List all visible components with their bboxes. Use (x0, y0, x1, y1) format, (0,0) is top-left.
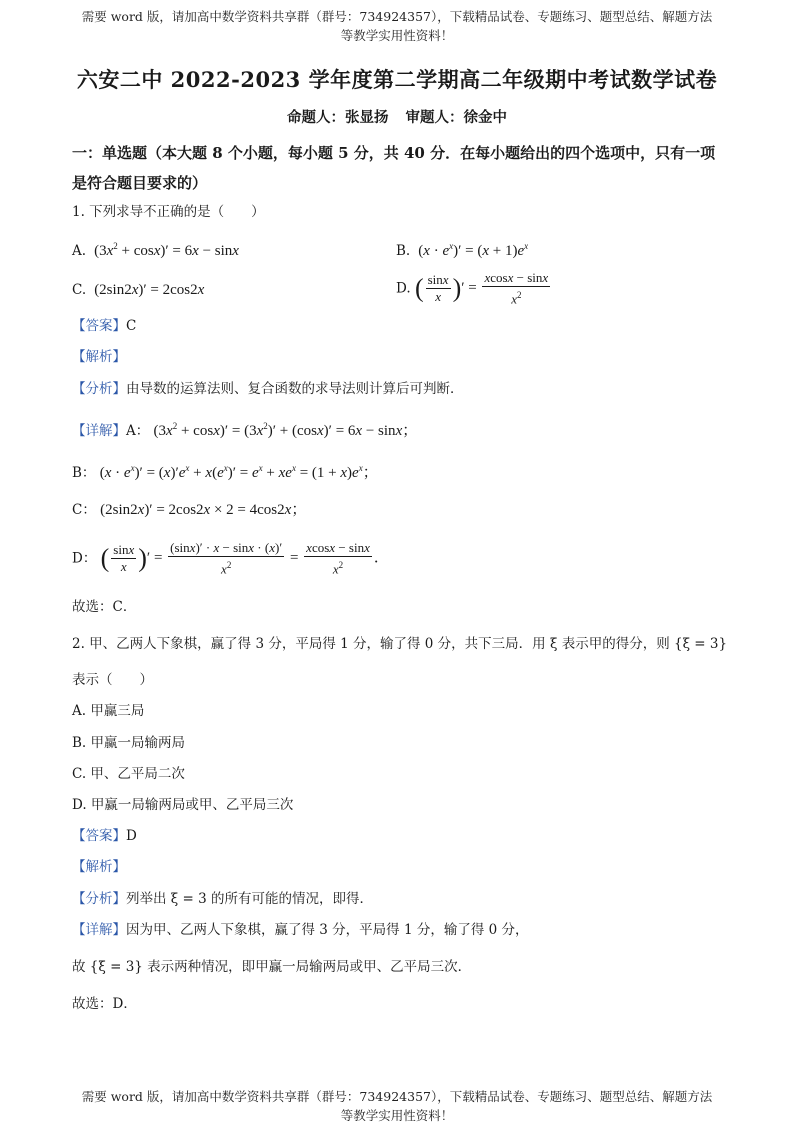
q2-answer-tag: 【答案】 (72, 828, 126, 844)
q2-conclusion: 故选：D． (72, 996, 137, 1012)
q1-answer (72, 316, 136, 336)
reviewer: 审题人：徐金中 (405, 109, 508, 126)
q2-stem-line2: 表示（ ） (72, 672, 153, 688)
q1-answer-value: C (126, 318, 137, 334)
q1-detail-c (72, 500, 306, 520)
q1-detail-a (72, 416, 417, 441)
section-heading: 一：单选题（本大题 8 个小题，每小题 5 分，共 40 分．在每小题给出的四个选项中，只有一项是符合题目要求的） (72, 144, 716, 192)
q1-option-d-formula: ( $\frac{\sin x}{x}$ )′ = $\frac{xcosx - \sin x}{x^2}$ (414, 270, 549, 307)
q1-option-c-formula: (2sin2x)′ = 2cos2x (90, 282, 205, 298)
q1-detail-a-label: A： (126, 423, 150, 439)
q2-fenxi (72, 889, 373, 909)
setter: 命题人：张显扬 (286, 109, 389, 126)
q2-analysis-tag: 【解析】 (72, 859, 126, 875)
q2-option-b: B. 甲赢一局输两局 (72, 735, 186, 751)
q1-detail-c-formula: (2sin2x)′ = 2cos2x × 2 = 4cos2x； (100, 502, 307, 518)
q2-fenxi-text: 列举出 ξ = 3 的所有可能的情况，即得． (126, 891, 374, 907)
top-banner (40, 7, 754, 45)
q2-stem-line1: 2. 甲、乙两人下象棋，赢了得 3 分，平局得 1 分，输了得 0 分，共下三局．用 ξ 表示甲的得分，则 {ξ = 3} (72, 636, 728, 652)
q1-option-c (72, 280, 204, 300)
q1-detail-b-formula: $(x \cdot e^x)' = (x)'e^x + x(e^x)' = e^x + xe^x = (1 + x)e^x$； (99, 463, 378, 481)
q1-option-a (72, 236, 239, 261)
q1-conclusion: 故选：C． (72, 599, 137, 615)
q1-option-d-label: D. (396, 280, 411, 297)
q1-detail-b-label: B： (72, 465, 96, 481)
q1-detail-tag: 【详解】 (72, 423, 126, 439)
q2-detail-tag: 【详解】 (72, 922, 126, 938)
q1-detail-b (72, 458, 378, 483)
q1-detail-d-label: D： (72, 550, 97, 567)
top-banner-line2: 等教学实用性资料！ (340, 28, 454, 43)
q2-option-c: C. 甲、乙平局二次 (72, 766, 185, 782)
q1-detail-d (72, 540, 389, 577)
bottom-banner (40, 1087, 754, 1125)
q1-option-a-label: A. (72, 243, 87, 259)
top-banner-line1: 需要 word 版，请加高中数学资料共享群（群号：734924357），下载精品试卷、专题练习、题型总结、解题方法 (81, 9, 713, 24)
q1-option-b (396, 236, 528, 261)
q2-option-a: A. 甲赢三局 (72, 703, 145, 719)
q1-option-b-formula: $(x \cdot e^x)' = (x + 1)e^x$ (414, 241, 529, 259)
q1-option-d (396, 270, 552, 307)
q1-fenxi-tag: 【分析】 (72, 381, 126, 397)
q1-option-b-label: B. (396, 243, 411, 259)
q1-detail-c-label: C： (72, 502, 96, 518)
q1-fenxi (72, 379, 464, 399)
page-title: 六安二中 2022-2023 学年度第二学期高二年级期中考试数学试卷 (76, 67, 718, 92)
q1-detail-a-formula: $(3x^2 + \cos x)' = (3x^2)' + (\cos x)' = 6x - \sin x$； (153, 421, 418, 439)
q1-option-a-formula: $(3x^2 + \cos x)' = 6x - \sin x$ (90, 241, 239, 259)
q1-analysis-tag: 【解析】 (72, 349, 126, 365)
q2-fenxi-tag: 【分析】 (72, 891, 126, 907)
bottom-banner-line1: 需要 word 版，请加高中数学资料共享群（群号：734924357），下载精品试卷、专题练习、题型总结、解题方法 (81, 1089, 713, 1104)
authors (0, 106, 794, 127)
q1-option-c-label: C. (72, 282, 87, 298)
q2-detail-line2: 故 {ξ = 3} 表示两种情况，即甲赢一局输两局或甲、乙平局三次． (72, 959, 472, 975)
bottom-banner-line2: 等教学实用性资料！ (340, 1108, 454, 1123)
q1-detail-d-formula: ( $\frac{\sin x}{x}$ )′ = $\frac{(\sin x)' \cdot x - \sin x \cdot (x)'}{x^2}$ = $\frac{xcosx - \sin x}{x^2}$ ． (100, 540, 389, 577)
q2-answer-value: D (126, 828, 137, 844)
q1-answer-tag: 【答案】 (72, 318, 126, 334)
q2-detail-text1: 因为甲、乙两人下象棋，赢了得 3 分，平局得 1 分，输了得 0 分， (126, 922, 529, 938)
q2-option-d: D. 甲赢一局输两局或甲、乙平局三次 (72, 797, 294, 813)
q2-answer (72, 826, 137, 846)
q1-stem: 1. 下列求导不正确的是（ ） (72, 204, 265, 220)
q2-detail-line1 (72, 920, 529, 940)
q1-fenxi-text: 由导数的运算法则、复合函数的求导法则计算后可判断． (126, 381, 464, 397)
